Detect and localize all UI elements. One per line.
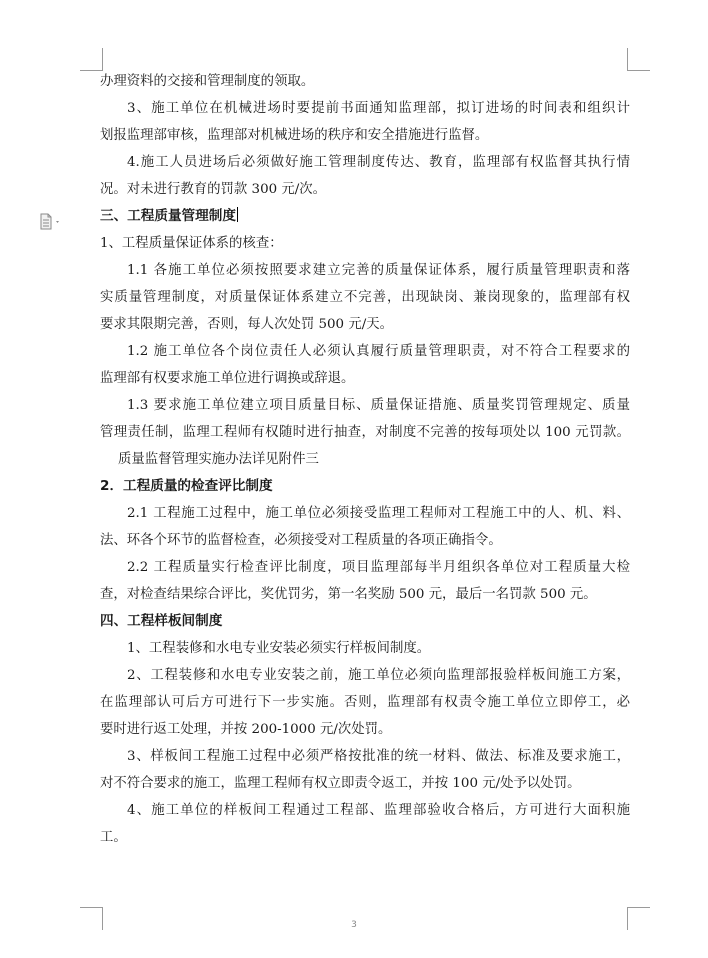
- text-cursor: [237, 207, 238, 222]
- paragraph-line: 法、环各个环节的监督检查，必须接受对工程质量的各项正确指令。: [100, 533, 502, 548]
- paragraph-line: 1.2 施工单位各个岗位责任人必须认真履行质量管理职责，对不符合工程要求的: [127, 344, 630, 359]
- paragraph-line: 4、施工单位的样板间工程通过工程部、监理部验收合格后，方可进行大面积施: [127, 803, 630, 818]
- paragraph-line: 2.1 工程施工过程中，施工单位必须接受监理工程师对工程施工中的人、机、料、: [127, 506, 630, 521]
- paragraph-line: 管理责任制，监理工程师有权随时进行抽查，对制度不完善的按每项处以 100 元罚款。: [100, 425, 630, 440]
- paragraph-line: 质量监督管理实施办法详见附件三: [118, 452, 319, 467]
- paragraph-line: 要求其限期完善，否则，每人次处罚 500 元/天。: [100, 317, 394, 332]
- paragraph-line: 4.施工人员进场后必须做好施工管理制度传达、教育，监理部有权监督其执行情: [127, 155, 630, 170]
- paragraph-line: 划报监理部审核，监理部对机械进场的秩序和安全措施进行监督。: [100, 128, 489, 143]
- section-heading: 2．工程质量的检查评比制度: [100, 478, 273, 494]
- paragraph-line: 2.2 工程质量实行检查评比制度，项目监理部每半月组织各单位对工程质量大检: [127, 560, 630, 575]
- paragraph-line: 工。: [100, 830, 127, 845]
- section-heading-text: 三、工程质量管理制度: [100, 208, 236, 224]
- paragraph-line: 1、工程装修和水电专业安装必须实行样板间制度。: [127, 641, 431, 656]
- crop-mark-top-right: [627, 48, 650, 71]
- paragraph-line: 1.3 要求施工单位建立项目质量目标、质量保证措施、质量奖罚管理规定、质量: [127, 398, 630, 413]
- paragraph-line: 2、工程装修和水电专业安装之前，施工单位必须向监理部报验样板间施工方案，: [127, 668, 630, 683]
- section-heading: [100, 203, 630, 230]
- section-heading: 四、工程样板间制度: [100, 613, 223, 629]
- paragraph-line: 实质量管理制度，对质量保证体系建立不完善，出现缺岗、兼岗现象的，监理部有权: [100, 290, 630, 305]
- paragraph-line: 监理部有权要求施工单位进行调换或辞退。: [100, 371, 355, 386]
- paragraph-line: 在监理部认可后方可进行下一步实施。否则，监理部有权责令施工单位立即停工，必: [100, 695, 630, 710]
- paragraph-line: 1、工程质量保证体系的核查：: [100, 236, 283, 251]
- paragraph-line: 1.1 各施工单位必须按照要求建立完善的质量保证体系，履行质量管理职责和落: [127, 263, 630, 278]
- paragraph-line: 况。对未进行教育的罚款 300 元/次。: [100, 182, 327, 197]
- page-number: 3: [351, 920, 357, 930]
- paragraph-line: 3、样板间工程施工过程中必须严格按批准的统一材料、做法、标准及要求施工，: [127, 749, 630, 764]
- document-body[interactable]: [100, 68, 630, 851]
- paragraph-line: 查，对检查结果综合评比，奖优罚劣，第一名奖励 500 元，最后一名罚款 500 元。: [100, 587, 597, 602]
- paragraph-line: 办理资料的交接和管理制度的领取。: [100, 74, 315, 89]
- document-options-icon[interactable]: [38, 213, 64, 231]
- paragraph-line: 要时进行返工处理，并按 200-1000 元/次处罚。: [100, 722, 392, 737]
- paragraph-line: 3、施工单位在机械进场时要提前书面通知监理部，拟订进场的时间表和组织计: [127, 101, 630, 116]
- paragraph-line: 对不符合要求的施工，监理工程师有权立即责令返工，并按 100 元/处予以处罚。: [100, 776, 581, 791]
